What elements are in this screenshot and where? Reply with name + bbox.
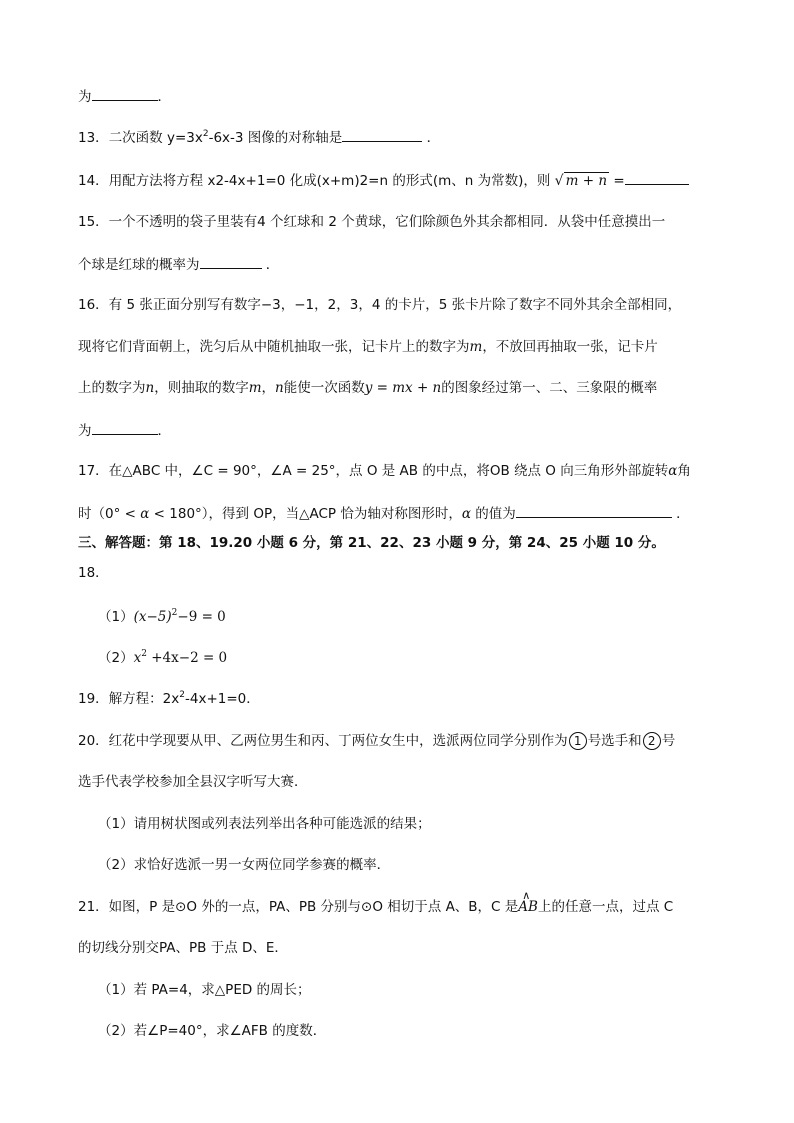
question-17-line-1: 17．在△ABC 中，∠C = 90°，∠A = 25°，点 O 是 AB 的中点，将OB 绕点 O 向三角形外部旋转α角	[78, 463, 691, 479]
answer-blank	[92, 86, 158, 101]
answer-blank	[342, 127, 422, 142]
answer-blank	[516, 503, 672, 518]
question-20-line-1: 20．红花中学现要从甲、乙两位男生和丙、丁两位女生中，选派两位同学分别作为 1 号选手和 2 号	[78, 733, 676, 749]
question-21-part-2: （2）若∠P=40°，求∠AFB 的度数．	[98, 1023, 327, 1039]
section-heading: 三、解答题：第 18、19.20 小题 6 分，第 21、22、23 小题 9 分，第 24、25 小题 10 分。	[78, 535, 665, 551]
question-16-line-1: 16．有 5 张正面分别写有数字−3，−1，2，3，4 的卡片，5 张卡片除了数字不同外其余全部相同，	[78, 297, 682, 313]
question-21-line-1: 21．如图，P 是⊙O 外的一点，PA、PB 分别与⊙O 相切于点 A、B，C 是 ∧ AB上的任意一点，过点 C	[78, 889, 674, 915]
circled-number-2: 2	[643, 732, 661, 750]
question-17-line-2: 时（0° < α < 180°），得到 OP，当△ACP 恰为轴对称图形时，α 的值为 ．	[78, 503, 690, 524]
question-18-part-1: $(1)(x-5)^2-9 = 0$	[98, 608, 226, 625]
question-16-line-3: 上的数字为n，则抽取的数字m，n能使一次函数y = mx + n的图象经过第一、二、三象限的概率	[78, 380, 658, 396]
question-14: 14．用配方法将方程 x2-4x+1=0 化成(x+m)2=n 的形式(m、n 为常数)，则 √ m + n =	[78, 170, 689, 191]
answer-blank	[92, 420, 158, 435]
arc-ab: ∧ AB	[518, 889, 538, 915]
answer-blank	[200, 254, 262, 269]
question-15-line-1: 15．一个不透明的袋子里装有4 个红球和 2 个黄球，它们除颜色外其余都相同．从袋中任意摸出一	[78, 214, 666, 230]
question-20-part-2: （2）求恰好选派一男一女两位同学参赛的概率．	[98, 857, 391, 873]
question-20-line-2: 选手代表学校参加全县汉字听写大赛．	[78, 774, 308, 790]
question-16-line-4: 为 ．	[78, 420, 171, 441]
fragment-line: 为 ．	[78, 86, 171, 107]
question-15-line-2: 个球是红球的概率为 ．	[78, 254, 279, 275]
question-21-part-1: （1）若 PA=4，求△PED 的周长；	[98, 982, 311, 998]
question-20-part-1: （1）请用树状图或列表法列举出各种可能选派的结果；	[98, 816, 431, 832]
question-21-line-2: 的切线分别交PA、PB 于点 D、E．	[78, 940, 288, 956]
question-18-part-2: $(2)x^2 +4x-2 = 0$	[98, 649, 228, 666]
sqrt-expression: √ m + n	[554, 173, 608, 189]
question-19: 19．解方程：$2x^2-4x+1=0$．	[78, 690, 260, 707]
answer-blank	[625, 170, 689, 185]
question-18: 18．	[78, 565, 109, 581]
circled-number-1: 1	[569, 732, 587, 750]
question-13: 13．二次函数 $y=3x^2-6x-3$ 图像的对称轴是 ．	[78, 129, 441, 146]
question-16-line-2: 现将它们背面朝上，洗匀后从中随机抽取一张，记卡片上的数字为m，不放回再抽取一张，记卡片	[78, 339, 658, 355]
